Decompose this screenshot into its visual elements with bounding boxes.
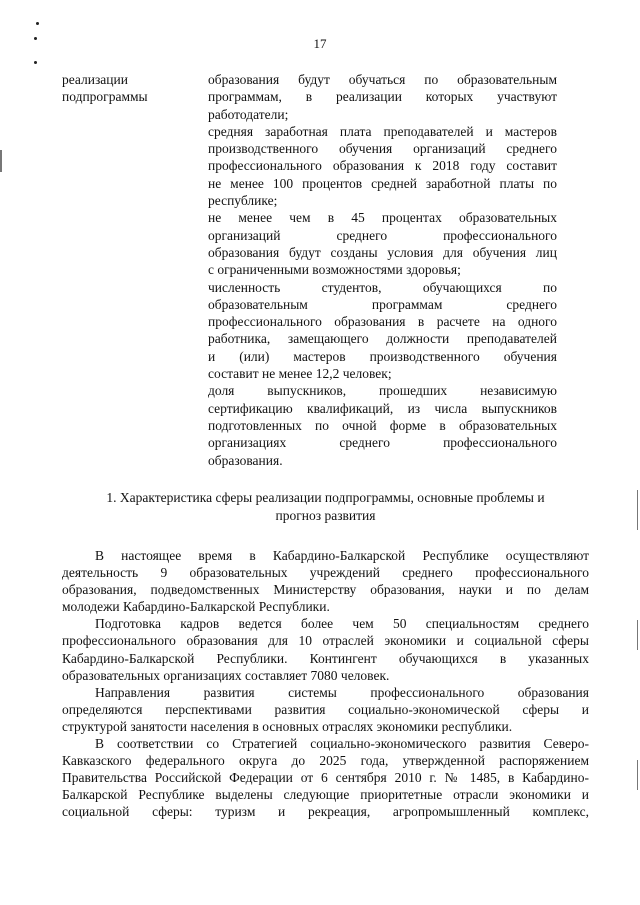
table-value-line: программам, в реализации которых участвуют [208,89,557,105]
scan-edge-mark [637,620,638,650]
body-line: образовательных организациях составляет 7080 человек. [62,667,390,683]
body-line: молодежи Кабардино-Балкарской Республики. [62,599,330,615]
section-heading-line: 1. Характеристика сферы реализации подпрограммы, основные проблемы и [106,490,545,505]
table-value-line: профессионального образования в расчете на одного [208,314,557,330]
scan-speck [36,22,39,25]
table-label-cell [62,71,192,106]
table-value-line: доля выпускников, прошедших независимую [208,383,557,399]
body-line: Направления развития системы профессионального образования [95,684,589,700]
section-heading [62,489,589,524]
table-value-line: и (или) мастеров производственного обучения [208,348,557,364]
body-line: структурой занятости населения в основных отраслях экономики республики. [62,718,513,734]
body-line: Кабардино-Балкарской Республики. Контингент обучающихся в указанных [62,650,589,666]
table-value-line: производственного обучения организаций среднего [208,141,557,157]
body-line: Подготовка кадров ведется более чем 50 специальностям среднего [95,616,589,632]
table-value-line: организациях среднего профессионального [208,435,557,451]
table-value-line: средняя заработная плата преподавателей и мастеров [208,123,557,139]
body-text [62,547,589,821]
table-value-line: с ограниченными возможностями здоровья; [208,262,461,278]
body-line: социальной сферы: туризм и рекреация, агропромышленный комплекс, [62,804,589,820]
table-value-line: численность студентов, обучающихся по [208,279,557,295]
body-line: В соответствии со Стратегией социально-экономического развития Северо- [95,736,589,752]
table-label-line: подпрограммы [62,89,148,105]
table-value-line: подготовленных по очной форме в образовательных [208,417,557,433]
table-value-line: работодатели; [208,106,289,122]
table-value-line: организаций среднего профессионального [208,227,557,243]
body-line: Правительства Российской Федерации от 6 сентября 2010 г. № 1485, в Кабардино- [62,770,589,786]
table-value-line: сертификацию квалификаций, из числа выпускников [208,400,557,416]
scan-edge-mark [637,490,638,530]
body-line: Балкарской Республике выделены следующие приоритетные отрасли экономики и [62,787,589,803]
table-value-line: не менее 100 процентов средней заработной платы по [208,175,557,191]
scan-edge-mark [637,760,638,790]
scan-speck [34,61,37,64]
table-label-line: реализации [62,72,128,87]
table-value-line: работника, замещающего должности преподавателей [208,331,557,347]
body-line: Кавказского федерального округа до 2025 года, утвержденной распоряжением [62,753,589,769]
body-line: профессионального образования для 10 отраслей экономики и социальной сферы [62,633,589,649]
table-value-line: республике; [208,193,278,209]
table-value-line: профессионального образования к 2018 году составит [208,158,557,174]
table-value-line: образования будут обучаться по образовательным [208,72,557,87]
table-value-line: образования будут созданы условия для обучения лиц [208,244,557,260]
section-heading-line: прогноз развития [275,507,376,523]
table-value-line: образования. [208,452,283,468]
body-line: деятельность 9 образовательных учреждений среднего профессионального [62,565,589,581]
scan-edge-mark [0,150,2,172]
table-value-line: образовательным программам среднего [208,296,557,312]
body-line: образования, подведомственных Министерству образования, науки и по делам [62,582,589,598]
table-value-line: составит не менее 12,2 человек; [208,366,392,382]
page-number: 17 [313,36,327,51]
body-line: В настоящее время в Кабардино-Балкарской Республике осуществляют [95,548,589,563]
table-value-cell [208,71,557,469]
body-line: определяются перспективами развития социально-экономической сферы и [62,701,589,717]
table-value-line: не менее чем в 45 процентах образовательных [208,210,557,226]
